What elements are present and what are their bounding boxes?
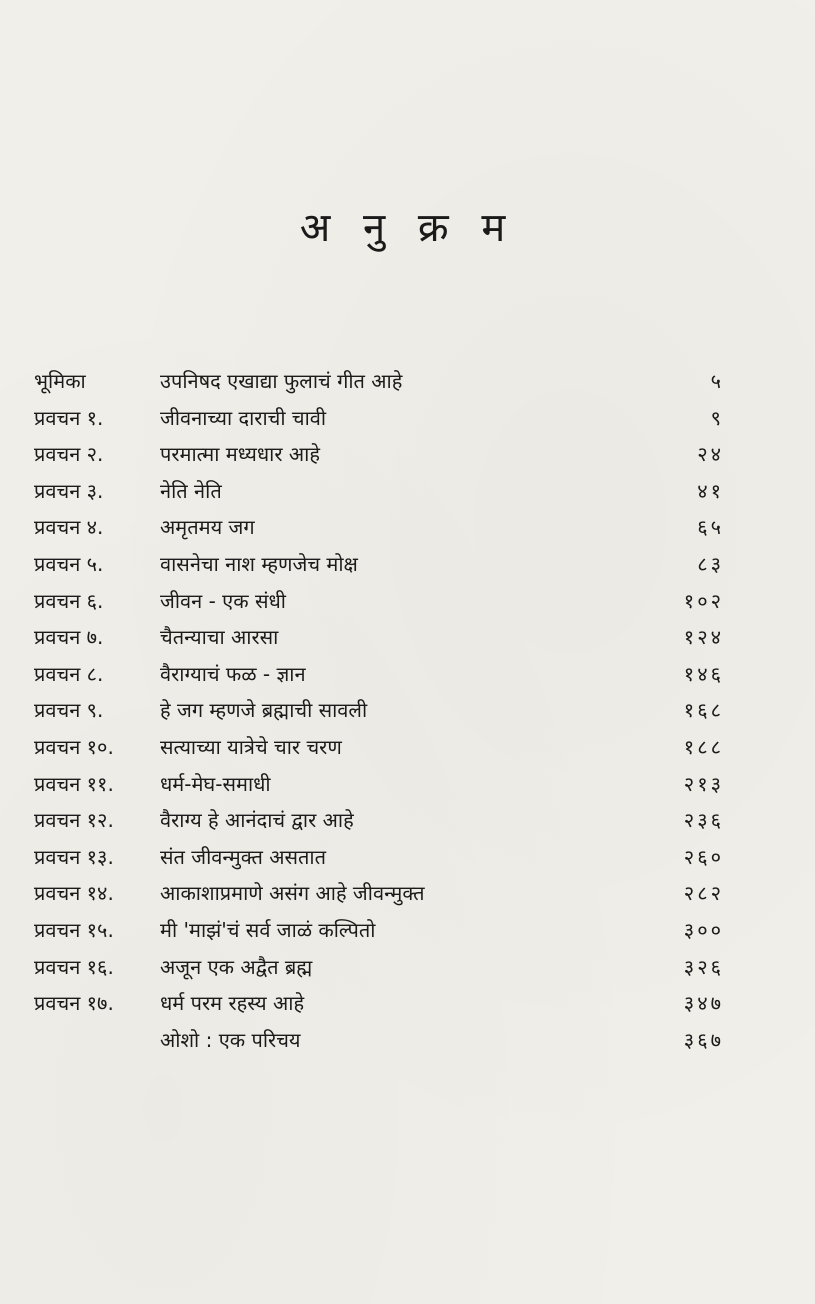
toc-entry-page: २४: [697, 442, 724, 467]
toc-entry-pravachan-13: [34, 842, 724, 879]
toc-entry-osho-parichay: [34, 1025, 724, 1062]
toc-entry-pravachan-12: [34, 805, 724, 842]
toc-entry-label: प्रवचन ८.: [34, 661, 104, 686]
toc-entry-title: ओशो : एक परिचय: [160, 1027, 301, 1052]
toc-entry-title: जीवन - एक संधी: [160, 588, 286, 613]
toc-entry-pravachan-2: [34, 439, 724, 476]
toc-entry-page: १४६: [683, 661, 724, 686]
toc-entry-title: मी 'माझं'चं सर्व जाळं कल्पितो: [160, 917, 376, 942]
toc-entry-page: ४१: [697, 478, 724, 503]
toc-entry-bhumika: [34, 366, 724, 403]
toc-entry-page: २८२: [683, 881, 724, 906]
toc-entry-pravachan-9: [34, 695, 724, 732]
toc-entry-label: प्रवचन ६.: [34, 588, 104, 613]
toc-entry-title: जीवनाच्या दाराची चावी: [160, 405, 327, 430]
toc-entry-label: प्रवचन ९.: [34, 698, 104, 723]
toc-entry-label: प्रवचन ५.: [34, 551, 104, 576]
toc-entry-pravachan-10: [34, 732, 724, 769]
toc-entry-pravachan-14: [34, 878, 724, 915]
toc-entry-page: ३००: [683, 917, 724, 942]
toc-entry-page: ८३: [697, 551, 724, 576]
toc-entry-page: २३६: [683, 808, 724, 833]
toc-entry-title: वासनेचा नाश म्हणजेच मोक्ष: [160, 551, 358, 576]
toc-entry-label: प्रवचन १०.: [34, 734, 114, 759]
toc-entry-label: प्रवचन २.: [34, 442, 104, 467]
toc-entry-label: प्रवचन १४.: [34, 881, 114, 906]
toc-entry-label: प्रवचन १.: [34, 405, 104, 430]
toc-entry-page: ३४७: [683, 991, 724, 1016]
toc-entry-page: १६८: [683, 698, 724, 723]
toc-entry-title: धर्म-मेघ-समाधी: [160, 771, 271, 796]
toc-entry-page: १२४: [683, 625, 724, 650]
toc-entry-title: धर्म परम रहस्य आहे: [160, 991, 305, 1016]
toc-entry-pravachan-17: [34, 988, 724, 1025]
toc-entry-label: प्रवचन १७.: [34, 991, 114, 1016]
toc-entry-page: १८८: [683, 734, 724, 759]
toc-entry-label: भूमिका: [34, 369, 86, 393]
toc-entry-title: चैतन्याचा आरसा: [160, 625, 279, 650]
toc-entry-page: २६०: [683, 844, 724, 869]
toc-entry-pravachan-7: [34, 622, 724, 659]
toc-entry-label: प्रवचन १६.: [34, 954, 114, 979]
toc-entry-pravachan-15: [34, 915, 724, 952]
toc-entry-title: सत्याच्या यात्रेचे चार चरण: [160, 734, 342, 759]
toc-entry-title: अजून एक अद्वैत ब्रह्म: [160, 954, 313, 979]
toc-entry-page: ३६७: [683, 1027, 724, 1052]
toc-entry-page: ३२६: [683, 954, 724, 979]
toc-entry-pravachan-16: [34, 952, 724, 989]
toc-entry-label: प्रवचन ७.: [34, 625, 104, 650]
toc-entry-pravachan-4: [34, 512, 724, 549]
toc-entry-title: परमात्मा मध्यधार आहे: [160, 442, 320, 467]
toc-entry-title: हे जग म्हणजे ब्रह्माची सावली: [160, 698, 368, 723]
table-of-contents: [34, 366, 724, 1061]
page-title: अ नु क्र म: [299, 205, 516, 251]
toc-entry-label: प्रवचन ११.: [34, 771, 114, 796]
toc-entry-title: अमृतमय जग: [160, 515, 255, 540]
toc-entry-title: संत जीवन्मुक्त असतात: [160, 844, 326, 869]
toc-entry-title: उपनिषद एखाद्या फुलाचं गीत आहे: [160, 369, 403, 393]
toc-entry-title: वैराग्याचं फळ - ज्ञान: [160, 661, 306, 686]
toc-entry-page: १०२: [683, 588, 724, 613]
toc-entry-title: वैराग्य हे आनंदाचं द्वार आहे: [160, 808, 354, 833]
toc-entry-page: ६५: [697, 515, 724, 540]
toc-entry-pravachan-6: [34, 586, 724, 623]
toc-entry-page: २१३: [683, 771, 724, 796]
toc-entry-title: नेति नेति: [160, 478, 222, 503]
toc-entry-pravachan-11: [34, 769, 724, 806]
toc-entry-label: प्रवचन ४.: [34, 515, 104, 540]
toc-entry-pravachan-3: [34, 476, 724, 513]
toc-entry-pravachan-8: [34, 659, 724, 696]
toc-entry-pravachan-1: [34, 403, 724, 440]
toc-entry-page: ५: [710, 369, 724, 393]
toc-entry-label: प्रवचन १२.: [34, 808, 114, 833]
toc-entry-label: प्रवचन १५.: [34, 917, 114, 942]
toc-entry-pravachan-5: [34, 549, 724, 586]
toc-entry-label: प्रवचन ३.: [34, 478, 104, 503]
toc-entry-label: प्रवचन १३.: [34, 844, 114, 869]
toc-entry-page: ९: [710, 405, 724, 430]
toc-entry-title: आकाशाप्रमाणे असंग आहे जीवन्मुक्त: [160, 881, 425, 906]
